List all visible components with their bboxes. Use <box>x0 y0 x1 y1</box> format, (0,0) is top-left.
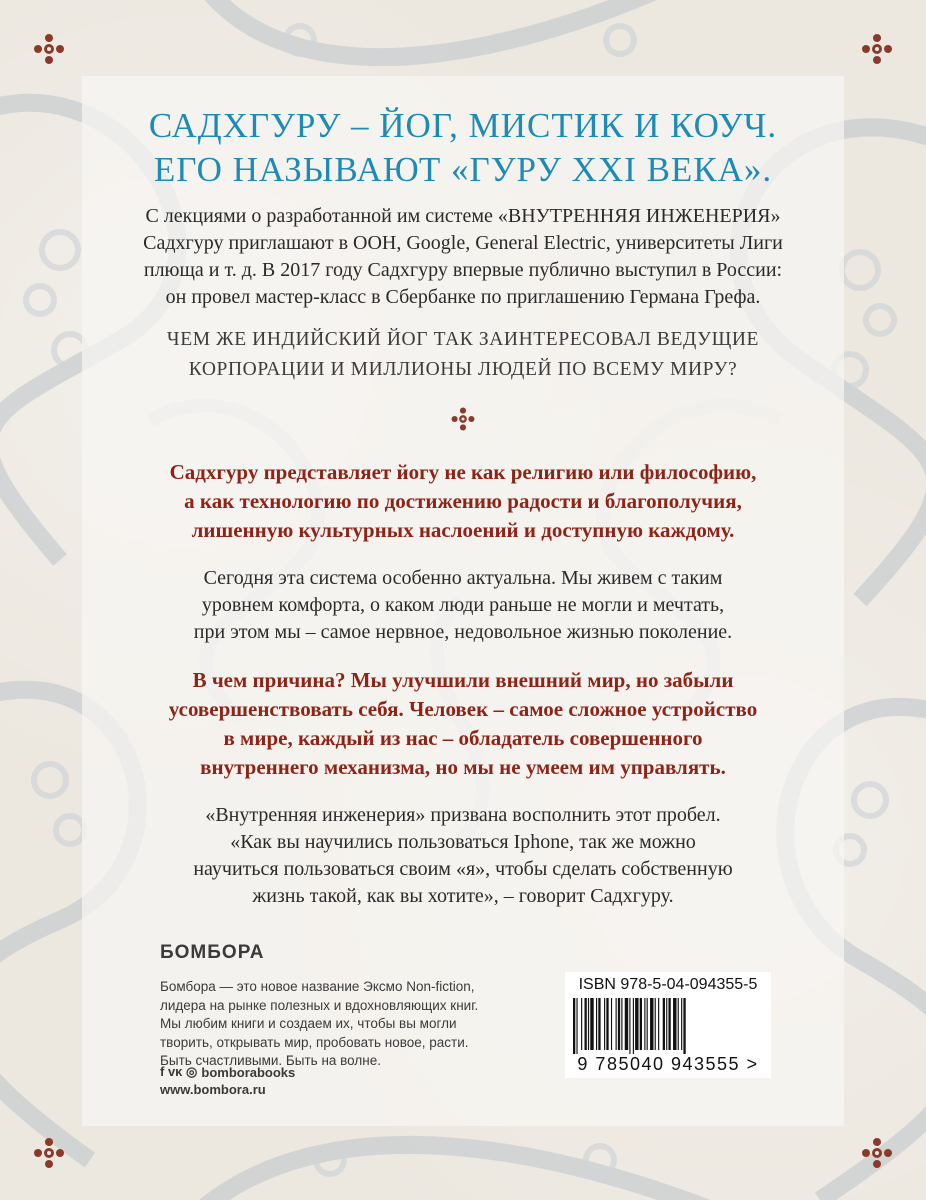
barcode-bar <box>633 998 634 1054</box>
social-links <box>160 1064 295 1080</box>
question-paragraph <box>120 325 806 385</box>
barcode-bar <box>650 998 653 1050</box>
text-line: лидера на рынке полезных и вдохновляющих книг. <box>160 997 479 1013</box>
barcode-bar <box>625 998 628 1050</box>
text-line: научиться пользоваться своим «я», чтобы сделать собственную <box>193 858 733 880</box>
headline-line: ЕГО НАЗЫВАЮТ «ГУРУ XXI ВЕКА». <box>153 150 773 189</box>
text-line: Садхгуру представляет йогу не как религию или философию, <box>169 460 757 484</box>
social-handle: bomborabooks <box>201 1064 296 1080</box>
isbn-label: ISBN 978-5-04-094355-5 <box>578 976 758 993</box>
barcode-bar <box>604 998 605 1050</box>
text-line: Сегодня эта система особенно актуальна. Мы живем с таким <box>203 567 723 589</box>
barcode-bar <box>576 998 577 1054</box>
barcode-bar <box>621 998 622 1050</box>
barcode-bar <box>588 998 589 1050</box>
barcode-bar <box>629 998 630 1054</box>
publisher-logo: БОМБОРА <box>160 942 265 963</box>
text-line: при этом мы – самое нервное, недовольное жизнью поколение. <box>193 621 733 643</box>
barcode-bar <box>606 998 608 1050</box>
text-line: «Как вы научились пользоваться Iphone, так же можно <box>230 831 696 853</box>
text-line: плюща и т. д. В 2017 году Садхгуру впервые публично выступил в России: <box>143 259 783 281</box>
text-line: творить, открывать мир, пробовать новое, расти. <box>160 1034 469 1050</box>
barcode-bar <box>581 998 582 1050</box>
highlight-paragraph <box>120 666 806 782</box>
barcode-icon <box>573 998 763 1054</box>
isbn-barcode <box>565 972 771 1078</box>
barcode-bar <box>598 998 600 1050</box>
barcode-bar <box>655 998 656 1050</box>
text-line: Садхгуру приглашают в ООН, Google, General Electric, университеты Лиги <box>143 232 783 254</box>
barcode-bar <box>585 998 587 1050</box>
publisher-website: www.bombora.ru <box>160 1082 266 1097</box>
text-line: В чем причина? Мы улучшили внешний мир, но забыли <box>192 668 734 692</box>
barcode-bar <box>573 998 575 1054</box>
social-icons: f ᴠᴋ ◎ <box>160 1064 198 1079</box>
barcode-bar <box>635 998 638 1050</box>
corner-ornament-icon <box>32 32 66 66</box>
barcode-bar <box>611 998 612 1050</box>
text-line: жизнь такой, как вы хотите», – говорит Садхгуру. <box>252 885 674 907</box>
intro-paragraph <box>120 203 806 311</box>
barcode-digits: 9 785040 943555 > <box>577 1054 759 1074</box>
text-line: усовершенствовать себя. Человек – самое сложное устройство <box>168 697 758 721</box>
divider-ornament-icon <box>450 406 476 432</box>
text-line: в мире, каждый из нас – обладатель совершенного <box>223 726 703 750</box>
barcode-bar <box>590 998 593 1050</box>
barcode-bar <box>616 998 617 1050</box>
text-line: внутреннего механизма, но мы не умеем им управлять. <box>200 755 726 779</box>
barcode-bar <box>644 998 645 1050</box>
barcode-bar <box>618 998 620 1050</box>
headline <box>40 104 886 192</box>
headline-line: САДХГУРУ – ЙОГ, МИСТИК И КОУЧ. <box>148 106 778 145</box>
text-line: «Внутренняя инженерия» призвана восполнить этот пробел. <box>205 804 721 826</box>
barcode-bar <box>668 998 670 1050</box>
barcode-bar <box>666 998 667 1050</box>
barcode-bar <box>683 998 685 1054</box>
barcode-bar <box>678 998 679 1050</box>
closing-paragraph <box>120 802 806 910</box>
barcode-bar <box>640 998 642 1050</box>
publisher-description <box>160 978 560 1071</box>
text-line: Быть счастливыми. Быть на волне. <box>160 1053 381 1068</box>
highlight-paragraph <box>120 458 806 545</box>
barcode-bar <box>673 998 676 1050</box>
text-line: ЧЕМ ЖЕ ИНДИЙСКИЙ ЙОГ ТАК ЗАИНТЕРЕСОВАЛ ВЕДУЩИЕ <box>166 329 760 350</box>
barcode-bar <box>596 998 597 1050</box>
barcode-bar <box>658 998 659 1050</box>
text-line: он провел мастер-класс в Сбербанке по приглашению Германа Грефа. <box>165 286 761 308</box>
barcode-bar <box>681 998 682 1050</box>
barcode-bar <box>647 998 648 1050</box>
text-line: С лекциями о разработанной им системе «ВНУТРЕННЯЯ ИНЖЕНЕРИЯ» <box>145 205 781 227</box>
corner-ornament-icon <box>860 32 894 66</box>
text-line: Бомбора — это новое название Эксмо Non-fiction, <box>160 979 475 994</box>
corner-ornament-icon <box>860 1136 894 1170</box>
text-line: КОРПОРАЦИИ И МИЛЛИОНЫ ЛЮДЕЙ ПО ВСЕМУ МИРУ? <box>188 359 738 380</box>
today-paragraph <box>120 565 806 646</box>
text-line: Мы любим книги и создаем их, чтобы вы могли <box>160 1016 457 1031</box>
barcode-bar <box>663 998 665 1050</box>
corner-ornament-icon <box>32 1136 66 1170</box>
text-line: уровнем комфорта, о каком люди раньше не могли и мечтать, <box>201 594 725 616</box>
text-line: лишенную культурных наслоений и доступную каждому. <box>191 518 735 542</box>
text-line: а как технологию по достижению радости и благополучия, <box>184 489 742 513</box>
